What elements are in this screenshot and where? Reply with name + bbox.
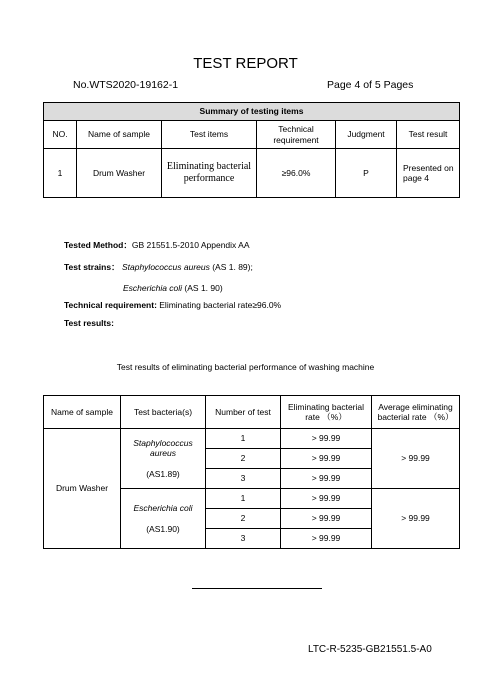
cell-result: Presented on page 4 — [397, 149, 460, 198]
test-number: 1 — [206, 489, 281, 509]
results-table — [43, 395, 460, 549]
test-number: 2 — [206, 449, 281, 469]
col-header-judgment: Judgment — [336, 121, 397, 149]
bacteria-1-name: Staphylococcus aureus — [133, 438, 193, 459]
test-strains-label: Test strains： — [64, 262, 120, 272]
cell-no: 1 — [44, 149, 77, 198]
rate-value: > 99.99 — [281, 429, 372, 449]
test-strain-2 — [123, 284, 223, 293]
cell-judgment: P — [336, 149, 397, 198]
col-header-result: Test result — [397, 121, 460, 149]
table-row — [44, 429, 460, 449]
test-number: 1 — [206, 429, 281, 449]
bacteria-1-code: (AS1.89) — [146, 468, 180, 479]
bacteria-cell-1 — [121, 429, 206, 489]
test-number: 3 — [206, 469, 281, 489]
strain-2-name: Escherichia coli — [123, 283, 183, 293]
report-title: TEST REPORT — [193, 55, 298, 72]
test-results-heading — [64, 319, 114, 328]
test-results-label: Test results: — [64, 318, 114, 328]
results-header-number: Number of test — [206, 396, 281, 429]
cell-requirement: ≥96.0% — [257, 149, 336, 198]
results-header-sample: Name of sample — [44, 396, 121, 429]
test-number: 2 — [206, 509, 281, 529]
technical-requirement — [64, 301, 281, 310]
document-code: LTC-R-5235-GB21551.5-A0 — [308, 644, 432, 655]
bacteria-2-name: Escherichia coli — [133, 503, 193, 514]
test-strain-1 — [64, 263, 253, 272]
cell-sample: Drum Washer — [77, 149, 162, 198]
col-header-requirement: Technical requirement — [257, 121, 336, 149]
technical-requirement-label: Technical requirement: — [64, 300, 157, 310]
summary-table — [43, 102, 460, 198]
end-of-report-line — [192, 588, 322, 589]
tested-method-value: GB 21551.5-2010 Appendix AA — [131, 240, 250, 250]
test-number: 3 — [206, 529, 281, 549]
tested-method — [64, 241, 250, 250]
rate-value: > 99.99 — [281, 489, 372, 509]
table-row — [44, 149, 460, 198]
rate-value: > 99.99 — [281, 529, 372, 549]
col-header-no: NO. — [44, 121, 77, 149]
results-caption: Test results of eliminating bacterial performance of washing machine — [116, 362, 375, 372]
col-header-sample: Name of sample — [77, 121, 162, 149]
page-indicator: Page 4 of 5 Pages — [327, 79, 414, 91]
strain-1-name: Staphylococcus aureus — [121, 262, 210, 272]
results-header-average: Average eliminating bacterial rate （%） — [372, 396, 460, 429]
bacteria-2-code: (AS1.90) — [146, 523, 180, 534]
rate-value: > 99.99 — [281, 469, 372, 489]
results-header-rate: Eliminating bacterial rate （%） — [281, 396, 372, 429]
summary-caption: Summary of testing items — [44, 103, 460, 121]
rate-value: > 99.99 — [281, 509, 372, 529]
tested-method-label: Tested Method： — [64, 240, 132, 250]
report-number: No.WTS2020-19162-1 — [73, 79, 179, 91]
strain-2-code: (AS 1. 90) — [182, 283, 223, 293]
strain-1-code: (AS 1. 89); — [209, 262, 253, 272]
average-rate-1: > 99.99 — [372, 429, 460, 489]
technical-requirement-value: Eliminating bacterial rate≥96.0% — [156, 300, 282, 310]
cell-test-item: Eliminating bacterial performance — [162, 149, 257, 198]
col-header-test-items: Test items — [162, 121, 257, 149]
results-sample-cell: Drum Washer — [44, 429, 121, 549]
results-header-bacteria: Test bacteria(s) — [121, 396, 206, 429]
bacteria-cell-2 — [121, 489, 206, 549]
rate-value: > 99.99 — [281, 449, 372, 469]
average-rate-2: > 99.99 — [372, 489, 460, 549]
